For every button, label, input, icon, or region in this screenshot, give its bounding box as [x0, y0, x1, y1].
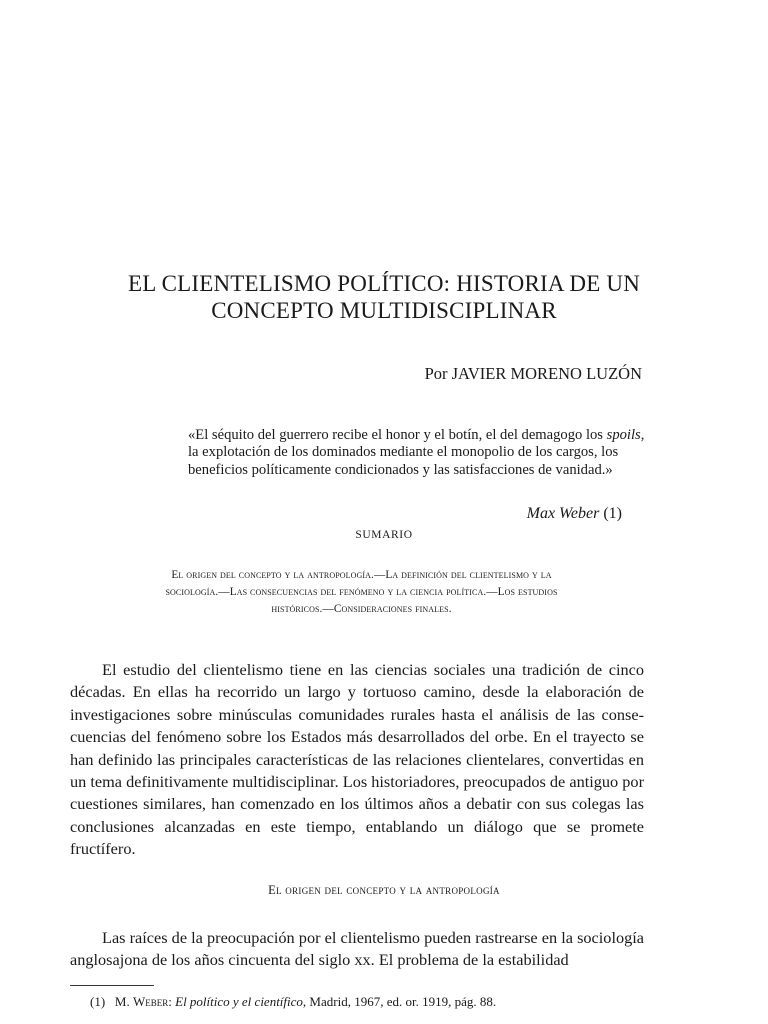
- epigraph-author: Max Weber: [526, 505, 600, 522]
- article-author: Por JAVIER MORENO LUZÓN: [424, 364, 642, 383]
- body-paragraph-2: Las raíces de la preocupación por el clientelismo pueden rastrearse en la sociología anglosajona de los años cincuenta del siglo xx. El problema de la estabilidad: [70, 928, 644, 970]
- sumario-line-2: sociología.—Las consecuencias del fenómeno y la ciencia política.—Los estudios: [165, 586, 558, 598]
- epigraph-italic-word: spoils,: [606, 427, 645, 443]
- sumario-line-3: históricos.—Consideraciones finales.: [271, 603, 452, 615]
- sumario-heading: SUMARIO: [355, 529, 413, 541]
- epigraph-quote: [188, 427, 648, 479]
- title-line-2: CONCEPTO MULTIDISCIPLINAR: [211, 298, 557, 323]
- footnote-author-surname: Weber:: [132, 994, 172, 1009]
- epigraph-attribution: [527, 505, 622, 523]
- sumario-line-1: El origen del concepto y la antropología.—La definición del clientelismo y la: [171, 569, 552, 581]
- footnote: [90, 994, 496, 1010]
- footnote-details: Madrid, 1967, ed. or. 1919, pág. 88.: [306, 994, 497, 1009]
- epigraph-text-1: «El séquito del guerrero recibe el honor y el botín, el del demagogo los: [188, 427, 607, 443]
- article-title: [60, 270, 708, 324]
- footnote-divider: [70, 985, 154, 986]
- footnote-work-title: El político y el científico,: [175, 994, 307, 1009]
- epigraph-footnote-ref: (1): [599, 505, 622, 522]
- body-paragraph-1: El estudio del clientelismo tiene en las ciencias sociales una tradición de cinco décadas. En ellas ha recorrido un largo y tortuoso camino, desde la elaboración de investigaciones sobre minúsculas comunidades rurales hasta el análisis de las consecuencias del fenómeno sobre los Estados más desarrollados del orbe. En el trayecto se han definido las principales características de las relaciones clientelares, convertidas en un tema definitivamente multidisciplinar. Los historiadores, preocupados de antiguo por cuestiones similares, han comenzado en los últimos años a debatir con sus colegas las conclusiones alcanzadas en este tiempo, entablando un diálogo que se promete fructífero.: [70, 660, 644, 859]
- sumario-contents: [113, 567, 610, 618]
- section-heading: El origen del concepto y la antropología: [268, 883, 500, 897]
- footnote-marker: (1): [90, 994, 106, 1009]
- title-line-1: EL CLIENTELISMO POLÍTICO: HISTORIA DE UN: [127, 271, 641, 296]
- footnote-author-initial: M.: [114, 994, 130, 1009]
- epigraph-text-2: la explotación de los dominados mediante el monopolio de los cargos, los beneficios políticamente condicionados y las satisfacciones de vanidad.»: [188, 444, 619, 478]
